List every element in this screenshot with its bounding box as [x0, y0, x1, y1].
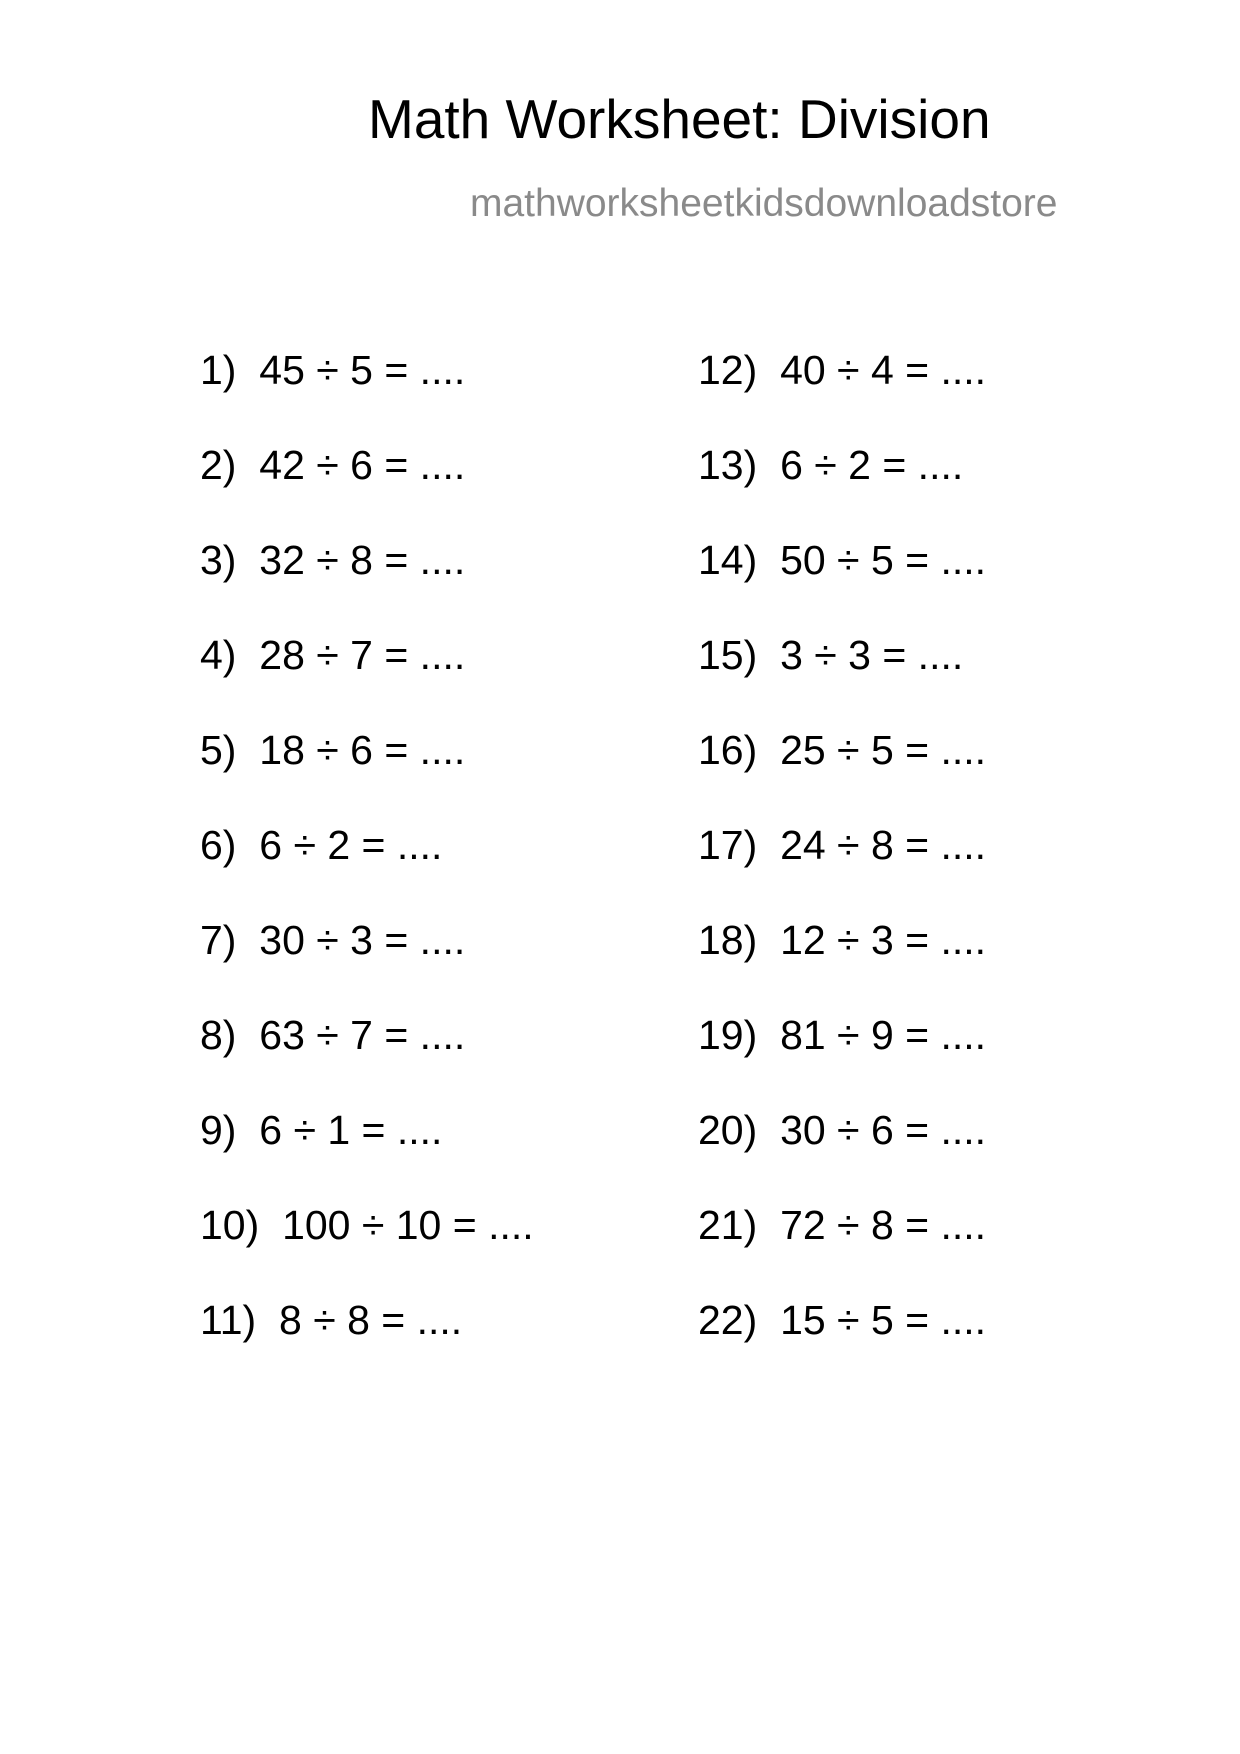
problem-expression: 81 ÷ 9 = .... — [780, 1012, 987, 1058]
problem-9 — [200, 1107, 534, 1205]
problem-expression: 6 ÷ 1 = .... — [259, 1107, 443, 1153]
worksheet-subtitle: mathworksheetkidsdownloadstore — [470, 182, 1058, 225]
problem-5 — [200, 727, 534, 825]
problem-expression: 3 ÷ 3 = .... — [780, 632, 964, 678]
problem-expression: 18 ÷ 6 = .... — [259, 727, 466, 773]
problem-6 — [200, 822, 534, 920]
problem-3 — [200, 537, 534, 635]
problem-12 — [698, 347, 987, 445]
problem-number: 2) — [200, 442, 237, 488]
problem-expression: 63 ÷ 7 = .... — [259, 1012, 466, 1058]
problems-column-right — [698, 347, 987, 1395]
problem-number: 19) — [698, 1012, 758, 1058]
problem-number: 13) — [698, 442, 758, 488]
problem-11 — [200, 1297, 534, 1395]
problem-number: 22) — [698, 1297, 758, 1343]
problem-20 — [698, 1107, 987, 1205]
problem-number: 10) — [200, 1202, 260, 1248]
problem-number: 21) — [698, 1202, 758, 1248]
problem-expression: 72 ÷ 8 = .... — [780, 1202, 987, 1248]
problem-7 — [200, 917, 534, 1015]
problem-17 — [698, 822, 987, 920]
problem-expression: 45 ÷ 5 = .... — [259, 347, 466, 393]
problem-19 — [698, 1012, 987, 1110]
problem-number: 7) — [200, 917, 237, 963]
problem-expression: 30 ÷ 6 = .... — [780, 1107, 987, 1153]
problem-number: 12) — [698, 347, 758, 393]
problem-number: 1) — [200, 347, 237, 393]
problem-21 — [698, 1202, 987, 1300]
problem-number: 6) — [200, 822, 237, 868]
problems-column-left — [200, 347, 534, 1395]
problem-number: 16) — [698, 727, 758, 773]
problem-expression: 25 ÷ 5 = .... — [780, 727, 987, 773]
problem-expression: 100 ÷ 10 = .... — [282, 1202, 534, 1248]
problem-expression: 12 ÷ 3 = .... — [780, 917, 987, 963]
problem-16 — [698, 727, 987, 825]
problem-expression: 6 ÷ 2 = .... — [780, 442, 964, 488]
problem-15 — [698, 632, 986, 730]
problem-13 — [698, 442, 986, 540]
problem-number: 8) — [200, 1012, 237, 1058]
problem-number: 9) — [200, 1107, 237, 1153]
problem-expression: 40 ÷ 4 = .... — [780, 347, 987, 393]
problem-4 — [200, 632, 534, 730]
problem-expression: 42 ÷ 6 = .... — [259, 442, 466, 488]
problem-number: 5) — [200, 727, 237, 773]
problem-number: 14) — [698, 537, 758, 583]
problem-10 — [200, 1202, 534, 1300]
problem-expression: 30 ÷ 3 = .... — [259, 917, 466, 963]
problem-expression: 24 ÷ 8 = .... — [780, 822, 987, 868]
problem-expression: 28 ÷ 7 = .... — [259, 632, 466, 678]
problem-expression: 8 ÷ 8 = .... — [279, 1297, 463, 1343]
problem-expression: 15 ÷ 5 = .... — [780, 1297, 987, 1343]
worksheet-title: Math Worksheet: Division — [368, 88, 991, 150]
problem-expression: 50 ÷ 5 = .... — [780, 537, 987, 583]
problem-number: 11) — [200, 1297, 257, 1343]
problem-2 — [200, 442, 534, 540]
problem-number: 4) — [200, 632, 237, 678]
problem-number: 18) — [698, 917, 758, 963]
problem-number: 15) — [698, 632, 758, 678]
problem-18 — [698, 917, 987, 1015]
problem-1 — [200, 347, 534, 445]
problem-number: 17) — [698, 822, 758, 868]
problem-expression: 6 ÷ 2 = .... — [259, 822, 443, 868]
problem-8 — [200, 1012, 534, 1110]
problem-14 — [698, 537, 987, 635]
problem-number: 20) — [698, 1107, 758, 1153]
problem-expression: 32 ÷ 8 = .... — [259, 537, 466, 583]
problem-22 — [698, 1297, 987, 1395]
problem-number: 3) — [200, 537, 237, 583]
